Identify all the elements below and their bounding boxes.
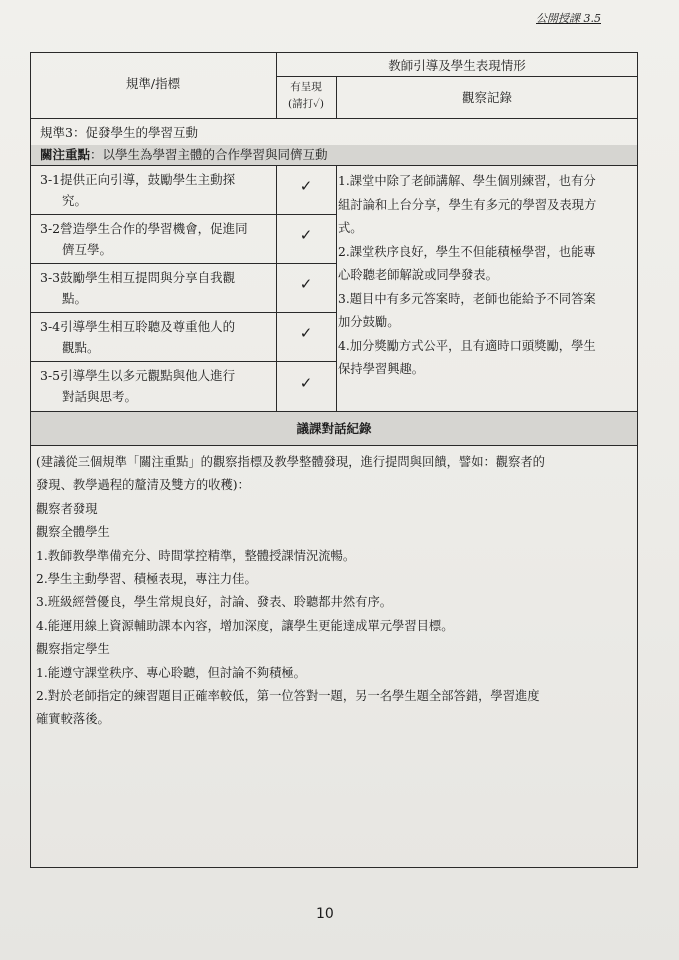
observation-line: 式。 xyxy=(338,221,363,235)
check-3-5: ✓ xyxy=(299,374,313,392)
header-bottom-line xyxy=(30,118,638,119)
item-3-1-line2: 究。 xyxy=(62,193,88,208)
observation-line: 3.題目中有多元答案時，老師也能給予不同答案 xyxy=(338,291,596,306)
check-3-2: ✓ xyxy=(299,226,313,244)
observation-line: 4.加分獎勵方式公平，且有適時口頭獎勵，學生 xyxy=(338,338,596,353)
item-line-2 xyxy=(30,263,336,264)
dialogue-line: 1.教師教學準備充分、時間掌控精準，整體授課情況流暢。 xyxy=(36,548,356,563)
item-3-4-line1: 3-4引導學生相互聆聽及尊重他人的 xyxy=(40,319,236,334)
dialogue-line: 2.學生主動學習、積極表現，專注力佳。 xyxy=(36,572,257,587)
focus-bottom-line xyxy=(30,165,638,166)
item-3-3-line1: 3-3鼓勵學生相互提問與分享自我觀 xyxy=(40,270,236,285)
focus-row xyxy=(40,146,328,164)
present-label-2: (請打✓) xyxy=(288,98,324,110)
dialogue-line: (建議從三個規準「關注重點」的觀察指標及教學整體發現，進行提問與回饋，譬如：觀察者的 xyxy=(36,455,545,469)
dialogue-line: 3.班級經營優良，學生常規良好，討論、發表、聆聽都井然有序。 xyxy=(36,595,393,610)
observation-line: 加分鼓勵。 xyxy=(338,315,400,329)
item-3-5-line1: 3-5引導學生以多元觀點與他人進行 xyxy=(40,368,236,383)
focus-label: 關注重點 xyxy=(40,147,91,162)
dialogue-line: 觀察全體學生 xyxy=(36,525,110,540)
observation-line: 1.課堂中除了老師講解、學生個別練習，也有分 xyxy=(338,174,596,188)
present-label-1: 有呈現 xyxy=(290,81,322,93)
item-line-3 xyxy=(30,312,336,313)
dialogue-line: 發現、教學過程的釐清及雙方的收穫)： xyxy=(36,478,250,493)
page-number: 10 xyxy=(316,906,334,922)
dialogue-line: 4.能運用線上資源輔助課本內容，增加深度，讓學生更能達成單元學習目標。 xyxy=(36,618,454,633)
items-col-divider-2 xyxy=(336,165,337,411)
dialogue-record xyxy=(36,451,545,732)
observation-line: 組討論和上台分享，學生有多元的學習及表現方 xyxy=(338,197,597,212)
dialogue-title: 議課對話紀錄 xyxy=(296,421,372,436)
check-3-4: ✓ xyxy=(299,324,313,342)
check-3-1: ✓ xyxy=(299,177,313,195)
item-3-3-line2: 點。 xyxy=(62,291,88,306)
teacher-section-title: 教師引導及學生表現情形 xyxy=(388,58,526,73)
focus-text: ：以學生為學習主體的合作學習與同儕互動 xyxy=(90,147,328,162)
check-3-3: ✓ xyxy=(299,275,313,293)
dialogue-line: 1.能遵守課堂秩序、專心聆聽，但討論不夠積極。 xyxy=(36,665,306,680)
criteria-title: 規準/指標 xyxy=(125,76,181,91)
header-subline xyxy=(276,76,638,77)
item-line-4 xyxy=(30,361,336,362)
dialogue-line: 確實較落後。 xyxy=(36,712,110,727)
observation-record xyxy=(338,170,596,382)
item-3-5-line2: 對話與思考。 xyxy=(62,389,138,404)
dialogue-title-line xyxy=(30,445,638,446)
observation-label: 觀察記錄 xyxy=(461,90,512,105)
item-line-1 xyxy=(30,214,336,215)
dialogue-line: 2.對於老師指定的練習題目正確率較低，第一位答對一題，另一名學生題全部答錯，學習進度 xyxy=(36,689,540,704)
observation-line: 心聆聽老師解說或同學發表。 xyxy=(338,268,498,282)
observation-line: 2.課堂秩序良好，學生不但能積極學習，也能專 xyxy=(338,244,596,259)
item-3-1-line1: 3-1提供正向引導，鼓勵學生主動探 xyxy=(40,172,236,187)
observation-line: 保持學習興趣。 xyxy=(338,362,425,376)
rubric-title: 規準3：促發學生的學習互動 xyxy=(40,125,198,140)
item-3-4-line2: 觀點。 xyxy=(62,340,100,355)
item-3-2-line2: 儕互學。 xyxy=(62,242,113,257)
dialogue-line: 觀察者發現 xyxy=(36,501,98,516)
item-3-2-line1: 3-2營造學生合作的學習機會，促進同 xyxy=(40,221,248,236)
doc-code: 公開授課 3.5 xyxy=(536,12,601,25)
dialogue-line: 觀察指定學生 xyxy=(36,642,110,657)
